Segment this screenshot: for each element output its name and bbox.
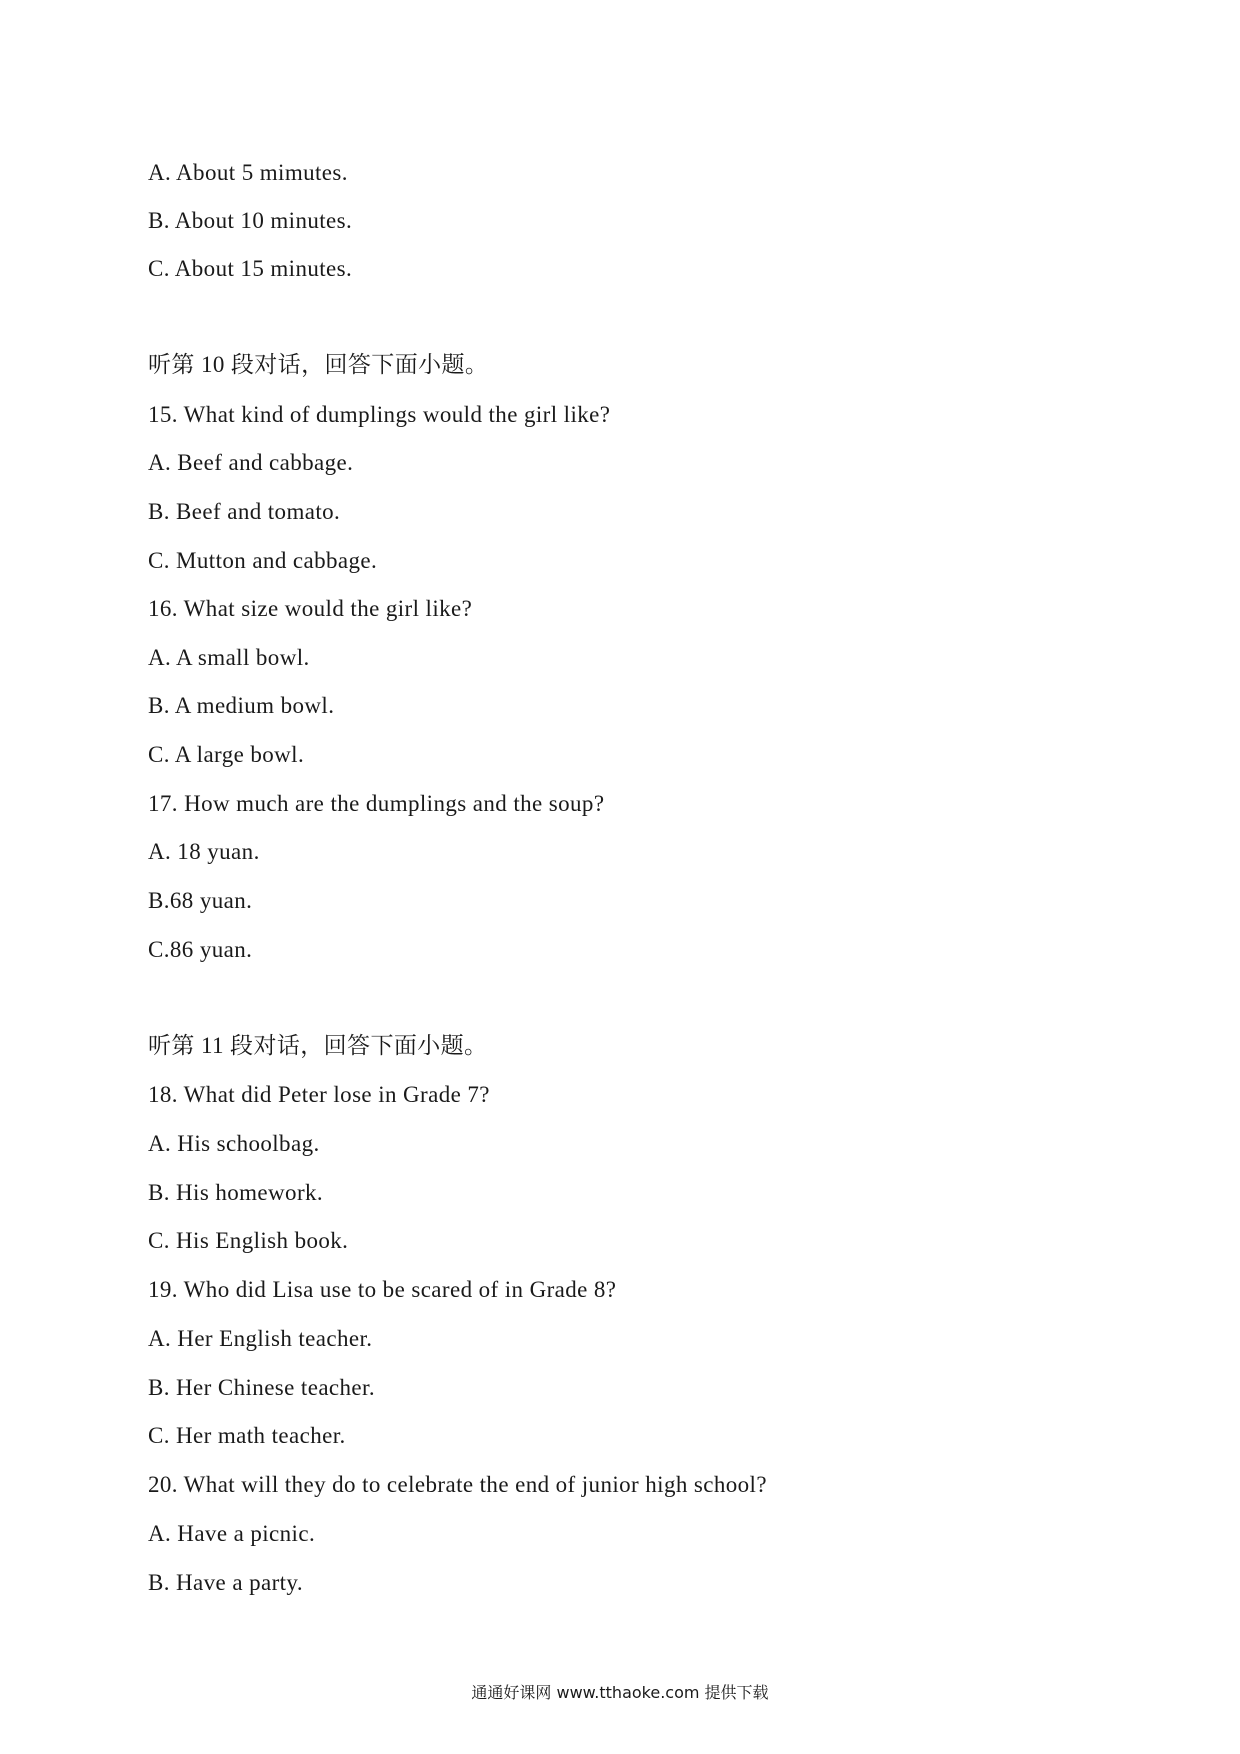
- option-line: C. Her math teacher.: [148, 1423, 346, 1448]
- question-line: 19. Who did Lisa use to be scared of in Grade 8?: [148, 1277, 617, 1302]
- option-line: A. About 5 mimutes.: [148, 160, 348, 185]
- option-line: A. 18 yuan.: [148, 839, 260, 864]
- option-line: B. Her Chinese teacher.: [148, 1375, 375, 1400]
- option-line: C. A large bowl.: [148, 742, 305, 767]
- option-line: A. Have a picnic.: [148, 1521, 316, 1546]
- option-line: B. His homework.: [148, 1180, 324, 1205]
- question-line: 15. What kind of dumplings would the girl like?: [148, 402, 611, 427]
- option-line: A. Beef and cabbage.: [148, 450, 354, 475]
- option-line: C. About 15 minutes.: [148, 256, 353, 281]
- option-line: B. Beef and tomato.: [148, 499, 341, 524]
- option-line: A. His schoolbag.: [148, 1131, 320, 1156]
- page-footer: 通通好课网 www.tthaoke.com 提供下载: [471, 1683, 769, 1702]
- option-line: B. About 10 minutes.: [148, 208, 353, 233]
- question-line: 17. How much are the dumplings and the soup?: [148, 791, 605, 816]
- option-line: B.68 yuan.: [148, 888, 253, 913]
- option-line: C.86 yuan.: [148, 937, 253, 962]
- section-heading: 听第 11 段对话，回答下面小题。: [148, 1033, 488, 1058]
- section-heading: 听第 10 段对话，回答下面小题。: [148, 352, 489, 377]
- option-line: A. A small bowl.: [148, 645, 310, 670]
- option-line: C. His English book.: [148, 1228, 349, 1253]
- question-line: 16. What size would the girl like?: [148, 596, 473, 621]
- option-line: B. A medium bowl.: [148, 693, 335, 718]
- question-line: 20. What will they do to celebrate the end of junior high school?: [148, 1472, 767, 1497]
- option-line: C. Mutton and cabbage.: [148, 548, 378, 573]
- option-line: B. Have a party.: [148, 1570, 303, 1595]
- question-line: 18. What did Peter lose in Grade 7?: [148, 1082, 490, 1107]
- option-line: A. Her English teacher.: [148, 1326, 373, 1351]
